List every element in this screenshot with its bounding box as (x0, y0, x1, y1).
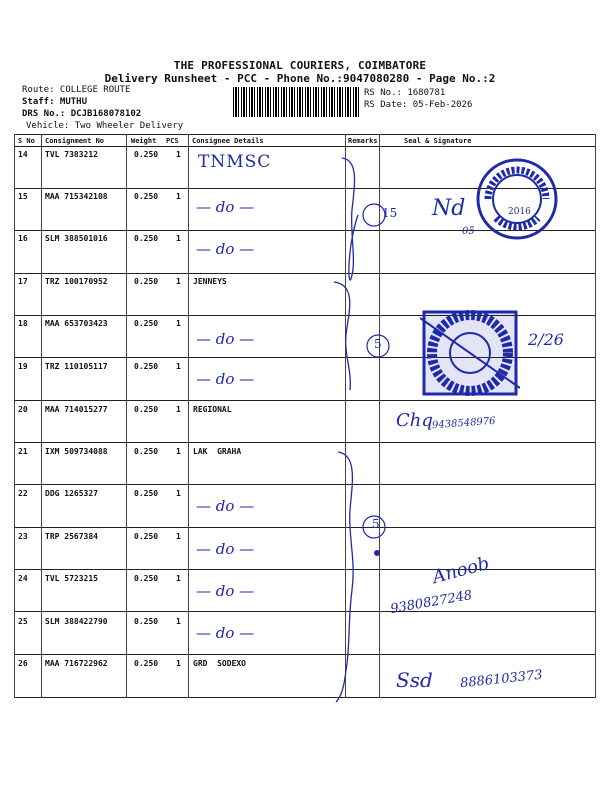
jenneys-signature: 2/26 (528, 330, 564, 349)
remark-5: 5 (374, 337, 382, 351)
drs-label: DRS No.: DCJB168078102 (22, 109, 142, 119)
row-pcs: 1 (176, 150, 181, 159)
row-sno: 23 (18, 532, 28, 541)
handwritten-ditto: — do — (196, 540, 255, 558)
row-sno: 14 (18, 150, 28, 159)
barcode (233, 87, 361, 117)
row-sno: 20 (18, 405, 28, 414)
col-remarks: Remarks (348, 137, 378, 145)
handwritten-tnmsc: TNMSC (198, 152, 272, 172)
remark-5b: 5 (372, 517, 380, 531)
row-sno: 21 (18, 447, 28, 456)
row-weight: 0.250 (134, 659, 159, 668)
col-consignee: Consignee Details (192, 137, 264, 145)
signature-date-note: 05 (462, 226, 475, 237)
row-sno: 16 (18, 234, 28, 243)
row-sno: 18 (18, 319, 28, 328)
row-sno: 25 (18, 617, 28, 626)
jenneys-stamp (420, 308, 520, 398)
row-weight: 0.250 (134, 319, 159, 328)
company-title: THE PROFESSIONAL COURIERS, COIMBATORE (173, 59, 427, 72)
row-sno: 15 (18, 192, 28, 201)
runsheet-subtitle: Delivery Runsheet - PCC - Phone No.:9047080280 - Page No.:2 (104, 72, 496, 85)
tnmsc-stamp-date: 2016 (508, 207, 531, 217)
row-consignment: IXM 509734088 (45, 447, 108, 456)
phone-row-26: 8886103373 (459, 667, 544, 692)
remarks-brackets (330, 150, 390, 710)
row-weight: 0.250 (134, 405, 159, 414)
row-weight: 0.250 (134, 150, 159, 159)
signature-row-26: Ssd (396, 668, 433, 692)
row-weight: 0.250 (134, 532, 159, 541)
col-sno: S No (18, 137, 35, 145)
row-consignee: GRD SODEXO (193, 659, 246, 668)
row-sno: 19 (18, 362, 28, 371)
row-consignment: TRZ 110105117 (45, 362, 108, 371)
row-sno: 24 (18, 574, 28, 583)
row-consignment: SLM 388422790 (45, 617, 108, 626)
col-weight: Weight (131, 137, 157, 145)
staff-label: Staff: MUTHU (22, 97, 88, 107)
row-weight: 0.250 (134, 574, 159, 583)
row-consignment: MAA 715342108 (45, 192, 108, 201)
row-pcs: 1 (176, 277, 181, 286)
handwritten-ditto: — do — (196, 497, 255, 515)
row-consignee: LAK GRAHA (193, 447, 242, 456)
row-pcs: 1 (176, 319, 181, 328)
col-consignment: Consignment No (45, 137, 105, 145)
row-consignment: MAA 716722962 (45, 659, 108, 668)
row-consignee: REGIONAL (193, 405, 232, 414)
row-pcs: 1 (176, 192, 181, 201)
row-consignment: SLM 388501016 (45, 234, 108, 243)
row-pcs: 1 (176, 532, 181, 541)
signature-row-20: Chq (396, 410, 433, 431)
row-consignment: MAA 714015277 (45, 405, 108, 414)
tnmsc-stamp (476, 158, 558, 240)
row-consignment: MAA 653703423 (45, 319, 108, 328)
row-pcs: 1 (176, 574, 181, 583)
vehicle-label: Vehicle: Two Wheeler Delivery (26, 121, 184, 131)
remark-15: 15 (382, 206, 398, 220)
handwritten-ditto: — do — (196, 624, 255, 642)
rs-number: RS No.: 1680781 (364, 88, 446, 98)
signature-name-anoob: Anoob (430, 552, 492, 589)
row-consignment: TRZ 100170952 (45, 277, 108, 286)
row-consignment: TVL 5723215 (45, 574, 98, 583)
handwritten-ditto: — do — (196, 330, 255, 348)
handwritten-ditto: — do — (196, 582, 255, 600)
row-pcs: 1 (176, 234, 181, 243)
row-pcs: 1 (176, 405, 181, 414)
col-seal-signature: Seal & Signature (404, 137, 472, 145)
row-weight: 0.250 (134, 447, 159, 456)
row-pcs: 1 (176, 447, 181, 456)
row-consignee: JENNEYS (193, 277, 227, 286)
row-pcs: 1 (176, 659, 181, 668)
row-consignment: TVL 7383212 (45, 150, 98, 159)
row-weight: 0.250 (134, 362, 159, 371)
route-label: Route: COLLEGE ROUTE (22, 85, 131, 95)
handwritten-ditto: — do — (196, 240, 255, 258)
row-sno: 22 (18, 489, 28, 498)
row-weight: 0.250 (134, 277, 159, 286)
phone-row-24: 9380827248 (389, 587, 474, 618)
row-weight: 0.250 (134, 617, 159, 626)
signature-row-15: Nd (432, 196, 466, 221)
row-consignment: DDG 1265327 (45, 489, 98, 498)
handwritten-ditto: — do — (196, 198, 255, 216)
row-pcs: 1 (176, 617, 181, 626)
row-weight: 0.250 (134, 489, 159, 498)
phone-row-20: 9438548976 (431, 415, 496, 432)
rs-date: RS Date: 05-Feb-2026 (364, 100, 473, 110)
row-pcs: 1 (176, 489, 181, 498)
row-pcs: 1 (176, 362, 181, 371)
row-weight: 0.250 (134, 234, 159, 243)
row-sno: 26 (18, 659, 28, 668)
handwritten-ditto: — do — (196, 370, 255, 388)
row-weight: 0.250 (134, 192, 159, 201)
row-consignment: TRP 2567384 (45, 532, 98, 541)
col-pcs: PCS (166, 137, 179, 145)
row-sno: 17 (18, 277, 28, 286)
